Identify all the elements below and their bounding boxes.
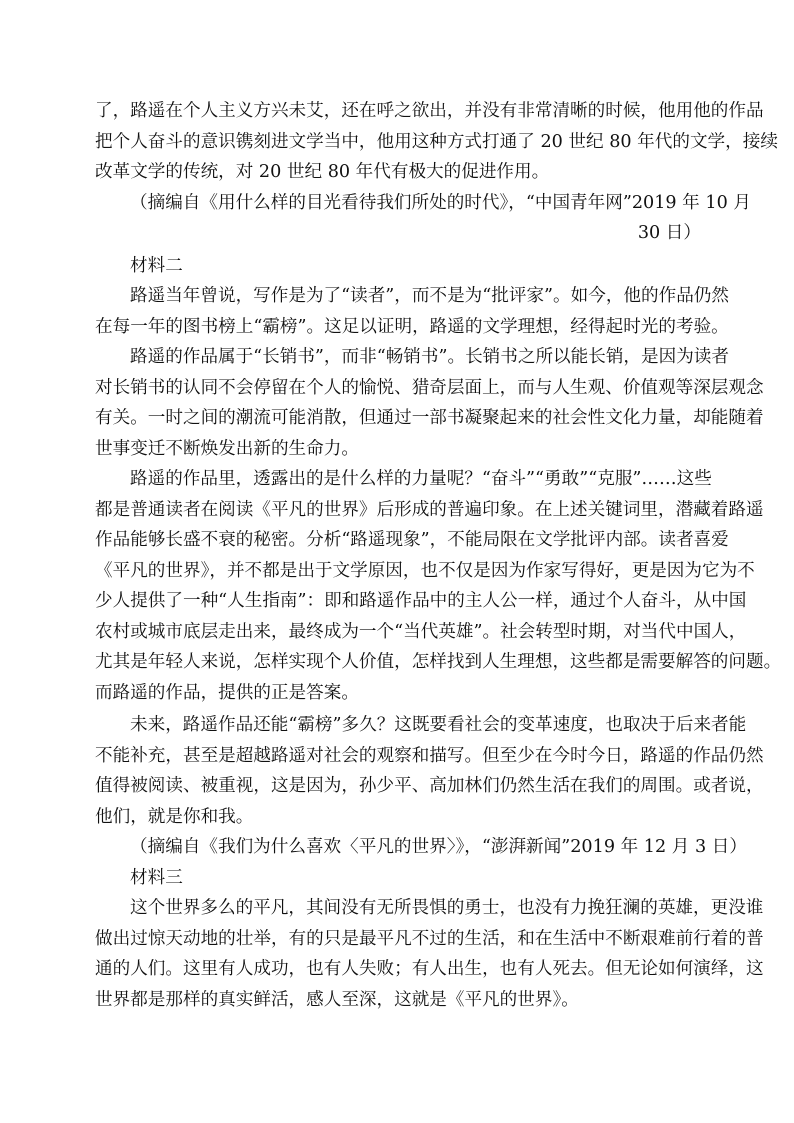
text-line: 都是普通读者在阅读《平凡的世界》后形成的普遍印象。在上述关键词里，潜藏着路遥 bbox=[95, 499, 764, 520]
text-line: 农村或城市底层走出来，最终成为一个“当代英雄”。社会转型时期，对当代中国人， bbox=[95, 621, 747, 642]
text-line: 不能补充，甚至是超越路遥对社会的观察和描写。但至少在今时今日，路遥的作品仍然 bbox=[95, 745, 764, 766]
text-line: 通的人们。这里有人成功，也有人失败；有人出生，也有人死去。但无论如何演绎，这 bbox=[95, 959, 764, 979]
text-line: 把个人奋斗的意识镌刻进文学当中，他用这种方式打通了 20 世纪 80 年代的文学，接续 bbox=[95, 131, 778, 152]
text-line: 路遥的作品属于“长销书”，而非“畅销书”。长销书之所以能长销，是因为读者 bbox=[130, 347, 729, 367]
section-heading: 材料三 bbox=[130, 867, 183, 888]
text-line: 未来，路遥作品还能“霸榜”多久？这既要看社会的变革速度，也取决于后来者能 bbox=[130, 715, 747, 735]
text-line: 了，路遥在个人主义方兴未艾，还在呼之欲出，并没有非常清晰的时候，他用他的作品 bbox=[95, 101, 764, 121]
document-page bbox=[95, 96, 782, 1015]
text-line: 对长销书的认同不会停留在个人的愉悦、猎奇层面上，而与人生观、价值观等深层观念 bbox=[95, 377, 764, 398]
text-line: 世事变迁不断焕发出新的生命力。 bbox=[95, 438, 359, 459]
source-citation: （摘编自《我们为什么喜欢〈平凡的世界〉》，“澎湃新闻”2019 年 12 月 3 日） bbox=[130, 837, 747, 857]
text-line: 在每一年的图书榜上“霸榜”。这足以证明，路遥的文学理想，经得起时光的考验。 bbox=[95, 316, 729, 337]
text-line: 有关。一时之间的潮流可能消散，但通过一部书凝聚起来的社会性文化力量，却能随着 bbox=[95, 408, 764, 428]
text-line: 这个世界多么的平凡，其间没有无所畏惧的勇士，也没有力挽狂澜的英雄，更没谁 bbox=[130, 898, 764, 918]
text-line: 路遥的作品里，透露出的是什么样的力量呢？“奋斗”“勇敢”“克服”……这些 bbox=[130, 469, 712, 489]
text-line: 尤其是年轻人来说，怎样实现个人价值，怎样找到人生理想，这些都是需要解答的问题。 bbox=[95, 652, 782, 672]
section-heading: 材料二 bbox=[130, 255, 183, 276]
text-line: 少人提供了一种“人生指南”：即和路遥作品中的主人公一样，通过个人奋斗，从中国 bbox=[95, 591, 747, 611]
text-line: 世界都是那样的真实鲜活，感人至深，这就是《平凡的世界》。 bbox=[95, 989, 579, 1010]
text-line: 改革文学的传统，对 20 世纪 80 年代有极大的促进作用。 bbox=[95, 162, 550, 182]
text-line: 《平凡的世界》，并不都是出于文学原因，也不仅是因为作家写得好，更是因为它为不 bbox=[95, 560, 755, 581]
source-citation: 30 日） bbox=[637, 223, 701, 243]
text-line: 他们，就是你和我。 bbox=[95, 806, 254, 827]
text-line: 做出过惊天动地的壮举，有的只是最平凡不过的生活，和在生活中不断艰难前行着的普 bbox=[95, 928, 764, 949]
source-citation: （摘编自《用什么样的目光看待我们所处的时代》，“中国青年网”2019 年 10 月 bbox=[130, 192, 751, 213]
text-line: 路遥当年曾说，写作是为了“读者”，而不是为“批评家”。如今，他的作品仍然 bbox=[130, 286, 729, 306]
text-line: 而路遥的作品，提供的正是答案。 bbox=[95, 682, 359, 703]
text-line: 作品能够长盛不衰的秘密。分析“路遥现象”，不能局限在文学批评内部。读者喜爱 bbox=[95, 530, 729, 550]
text-line: 值得被阅读、被重视，这是因为，孙少平、高加林们仍然生活在我们的周围。或者说， bbox=[95, 776, 764, 796]
